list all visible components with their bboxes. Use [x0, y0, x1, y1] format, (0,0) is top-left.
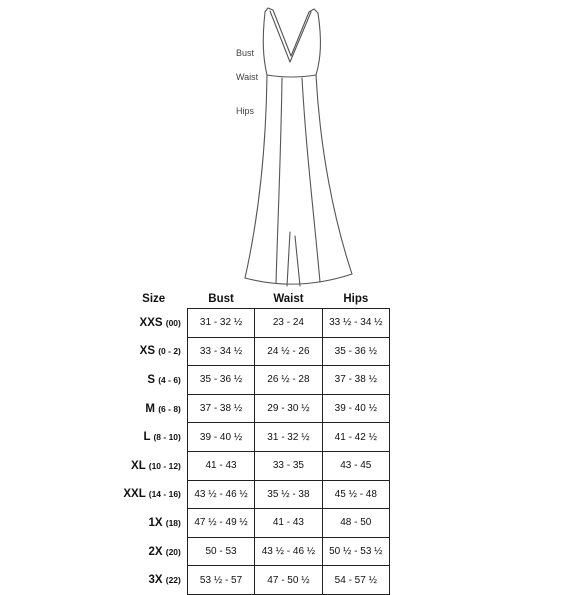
waist-label: Waist [236, 72, 259, 82]
bust-cell: 31 - 32 ½ [187, 309, 254, 338]
dress-illustration [0, 0, 580, 290]
size-chart-table [120, 289, 390, 595]
table-row [120, 480, 390, 509]
hips-cell: 48 - 50 [322, 509, 389, 538]
header-size: Size [142, 292, 166, 305]
size-cell [120, 451, 187, 480]
header-hips: Hips [343, 292, 369, 305]
table-row [120, 366, 390, 395]
table-row [120, 423, 390, 452]
size-name: L [143, 431, 151, 444]
hips-cell: 50 ½ - 53 ½ [322, 537, 389, 566]
size-number: (0 - 2) [158, 346, 181, 357]
header-waist: Waist [273, 292, 304, 305]
bust-cell: 50 - 53 [187, 537, 254, 566]
hips-cell: 41 - 42 ½ [322, 423, 389, 452]
bust-cell: 41 - 43 [187, 451, 254, 480]
size-cell [120, 423, 187, 452]
size-cell [120, 480, 187, 509]
size-cell [120, 366, 187, 395]
size-name: XL [131, 459, 146, 472]
size-cell [120, 337, 187, 366]
bust-cell: 33 - 34 ½ [187, 337, 254, 366]
size-cell [120, 509, 187, 538]
waist-cell: 29 - 30 ½ [255, 394, 322, 423]
size-name: XXS [139, 316, 163, 329]
size-name: XXL [123, 488, 146, 501]
size-cell [120, 394, 187, 423]
bust-cell: 39 - 40 ½ [187, 423, 254, 452]
waist-cell: 26 ½ - 28 [255, 366, 322, 395]
header-bust: Bust [208, 292, 234, 305]
hips-cell: 45 ½ - 48 [322, 480, 389, 509]
waist-cell: 47 - 50 ½ [255, 566, 322, 595]
bust-label: Bust [236, 48, 255, 58]
waist-cell: 23 - 24 [255, 309, 322, 338]
waist-cell: 43 ½ - 46 ½ [255, 537, 322, 566]
size-number: (18) [165, 517, 181, 528]
table-row [120, 509, 390, 538]
header-row [120, 289, 390, 309]
hips-cell: 37 - 38 ½ [322, 366, 389, 395]
waist-cell: 24 ½ - 26 [255, 337, 322, 366]
bust-cell: 53 ½ - 57 [187, 566, 254, 595]
size-name: 1X [148, 516, 163, 529]
waist-cell: 33 - 35 [255, 451, 322, 480]
hips-label: Hips [236, 106, 255, 116]
size-chart [120, 289, 390, 595]
size-number: (00) [165, 317, 181, 328]
size-number: (8 - 10) [153, 432, 181, 443]
hips-cell: 54 - 57 ½ [322, 566, 389, 595]
bust-cell: 43 ½ - 46 ½ [187, 480, 254, 509]
size-number: (14 - 16) [148, 489, 181, 500]
bust-cell: 35 - 36 ½ [187, 366, 254, 395]
hips-cell: 35 - 36 ½ [322, 337, 389, 366]
table-row [120, 566, 390, 595]
size-cell [120, 537, 187, 566]
size-number: (10 - 12) [148, 460, 181, 471]
bust-cell: 37 - 38 ½ [187, 394, 254, 423]
size-cell [120, 309, 187, 338]
waist-cell: 35 ½ - 38 [255, 480, 322, 509]
size-name: 2X [148, 545, 163, 558]
waist-cell: 41 - 43 [255, 509, 322, 538]
waist-cell: 31 - 32 ½ [255, 423, 322, 452]
hips-cell: 43 - 45 [322, 451, 389, 480]
table-row [120, 394, 390, 423]
table-row [120, 309, 390, 338]
size-name: XS [139, 345, 155, 358]
dress-outline-icon [0, 0, 580, 290]
bust-cell: 47 ½ - 49 ½ [187, 509, 254, 538]
size-name: S [147, 373, 155, 386]
size-number: (22) [165, 575, 181, 586]
hips-cell: 33 ½ - 34 ½ [322, 309, 389, 338]
size-number: (6 - 8) [158, 403, 181, 414]
size-name: M [145, 402, 155, 415]
size-number: (20) [165, 546, 181, 557]
hips-cell: 39 - 40 ½ [322, 394, 389, 423]
table-row [120, 451, 390, 480]
size-name: 3X [148, 574, 163, 587]
size-number: (4 - 6) [158, 374, 181, 385]
size-cell [120, 566, 187, 595]
table-row [120, 337, 390, 366]
table-row [120, 537, 390, 566]
